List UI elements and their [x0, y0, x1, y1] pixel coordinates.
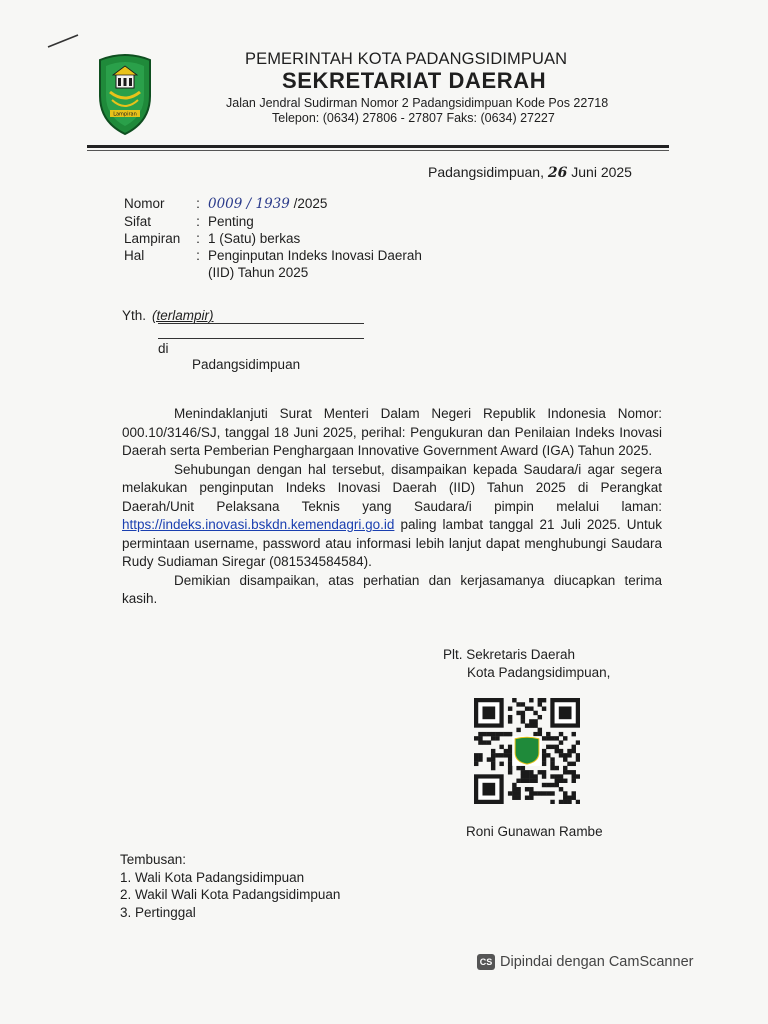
- city-crest-icon: [96, 52, 154, 136]
- office-name: SEKRETARIAT DAERAH: [282, 68, 547, 93]
- office-address: Jalan Jendral Sudirman Nomor 2 Padangsidimpuan Kode Pos 22718: [226, 96, 609, 110]
- signer-name: Roni Gunawan Rambe: [466, 824, 603, 839]
- cc-item: 2. Wakil Wali Kota Padangsidimpuan: [120, 887, 341, 902]
- recipient-city: Padangsidimpuan: [192, 357, 301, 372]
- body-p2-before: Sehubungan dengan hal tersebut, disampaikan kepada Saudara/i agar segera melakukan penginputan Indeks Inovasi Daerah (IID) Tahun 2025 di Perangkat Daerah/Unit Pelaksana Teknis yang Saudara/i pimpin melalui laman:: [122, 461, 662, 514]
- sifat-label: Sifat: [124, 214, 152, 229]
- cc-label: Tembusan:: [120, 852, 187, 867]
- nomor-suffix: /2025: [293, 196, 328, 211]
- recipient-line-2: [158, 338, 364, 339]
- inovasi-link[interactable]: https://indeks.inovasi.bskdn.kemendagri.go.id: [122, 517, 395, 532]
- date-day-handwritten: 26: [547, 165, 568, 181]
- colon: :: [196, 231, 200, 246]
- body-paragraph-2: [122, 461, 662, 572]
- signer-title: [443, 646, 610, 682]
- lampiran-value: 1 (Satu) berkas: [208, 231, 301, 246]
- pen-mark: [46, 32, 80, 50]
- letter-date: [428, 164, 632, 181]
- body-paragraph-1: Menindaklanjuti Surat Menteri Dalam Negeri Republik Indonesia Nomor: 000.10/3146/SJ, tanggal 18 Juni 2025, perihal: Pengukuran dan Penilaian Indeks Inovasi Daerah serta Pemberian Penghargaan Innovative Government Award (IGA) Tahun 2025.: [122, 406, 662, 458]
- recipient: [122, 308, 214, 323]
- nomor-label: Nomor: [124, 196, 165, 211]
- nomor-handwritten: 0009 / 1939: [208, 196, 290, 212]
- crest-motto: Lampiran: [113, 111, 137, 118]
- colon: :: [196, 196, 200, 211]
- hal-line-2: (IID) Tahun 2025: [208, 265, 309, 280]
- letterhead-rule-thick: [87, 145, 669, 148]
- carbon-copy: [120, 851, 340, 921]
- cc-item: 1. Wali Kota Padangsidimpuan: [120, 869, 305, 885]
- government-name: PEMERINTAH KOTA PADANGSIDIMPUAN: [245, 50, 568, 68]
- camscanner-watermark: [477, 954, 693, 970]
- hal-line-1: Penginputan Indeks Inovasi Daerah: [208, 248, 422, 263]
- date-place: Padangsidimpuan,: [428, 164, 544, 180]
- recipient-di: di: [158, 341, 169, 356]
- letter-meta: [124, 195, 422, 281]
- hal-label: Hal: [124, 248, 145, 263]
- signer-title-line-1: Plt. Sekretaris Daerah: [443, 647, 576, 662]
- recipient-line-1: [158, 323, 364, 324]
- office-phone: Telepon: (0634) 27806 - 27807 Faks: (0634) 27227: [272, 111, 555, 125]
- body-paragraph-3: Demikian disampaikan, atas perhatian dan kerjasamanya diucapkan terima kasih.: [122, 572, 662, 606]
- letter-body: [122, 405, 662, 609]
- letterhead-rule-thin: [87, 150, 669, 151]
- camscanner-logo-icon: CS: [477, 954, 495, 970]
- signer-title-line-2: Kota Padangsidimpuan,: [467, 665, 611, 680]
- colon: :: [196, 214, 200, 229]
- sifat-value: Penting: [208, 214, 254, 229]
- body-p2-after: paling lambat tanggal 21 Juli 2025. Untuk permintaan username, password atau informasi lebih lanjut dapat menghubungi Saudara Rudy Sudiaman Siregar (081534584584).: [122, 517, 662, 569]
- lampiran-label: Lampiran: [124, 231, 181, 246]
- recipient-value: (terlampir): [152, 308, 214, 323]
- cc-item: 3. Pertinggal: [120, 904, 196, 920]
- camscanner-text: Dipindai dengan CamScanner: [500, 954, 694, 970]
- recipient-label: Yth.: [122, 308, 147, 323]
- signature-qr-code-icon: [474, 698, 580, 804]
- date-month-year: Juni 2025: [571, 164, 632, 180]
- colon: :: [196, 248, 200, 263]
